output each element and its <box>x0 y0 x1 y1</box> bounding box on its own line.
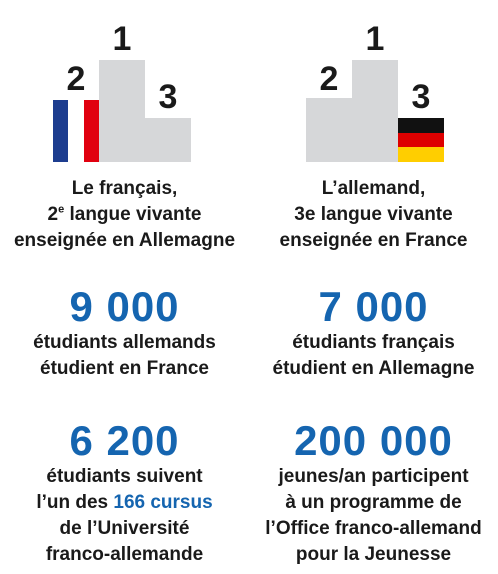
caption-french <box>0 176 249 254</box>
stat-ofaj-youth <box>249 418 498 568</box>
rank-third: 3 <box>158 78 178 116</box>
stat-value: 9 000 <box>69 283 180 330</box>
stat-line: pour la Jeunesse <box>295 544 452 565</box>
caption-line: Le français, <box>71 178 178 199</box>
stat-value: 6 200 <box>69 417 180 464</box>
podium-step-first <box>352 60 398 162</box>
rank-second: 2 <box>319 60 339 98</box>
stat-line: étudiants suivent <box>46 466 203 487</box>
stat-value: 7 000 <box>318 283 429 330</box>
podium-left <box>0 0 249 170</box>
caption-line: L’allemand, <box>321 178 426 199</box>
stat-line: l’Office franco-allemand <box>265 518 482 539</box>
stat-ufa-students <box>0 418 249 568</box>
stat-german-students <box>0 284 249 382</box>
stat-line: de l’Université <box>59 518 190 539</box>
stat-line: à un programme de <box>285 492 462 513</box>
caption-line: 3e langue vivante <box>294 204 453 225</box>
podium-right <box>249 0 498 170</box>
rank-first: 1 <box>112 20 132 58</box>
france-flag-icon <box>53 100 99 162</box>
podium-step-second <box>306 98 352 162</box>
rank-third: 3 <box>411 78 431 116</box>
podium-step-third <box>145 118 191 162</box>
stat-line: étudiants français <box>292 332 455 353</box>
caption-german <box>249 176 498 254</box>
podium-step-first <box>99 60 145 162</box>
stat-line: franco-allemande <box>45 544 204 565</box>
stat-line: étudiants allemands <box>33 332 216 353</box>
stat-line: jeunes/an participent <box>278 466 469 487</box>
highlight-cursus: 166 cursus <box>113 492 213 513</box>
stat-line: l’un des 166 cursus <box>36 492 213 513</box>
caption-line: 2e langue vivante <box>47 203 202 225</box>
rank-first: 1 <box>365 20 385 58</box>
caption-line: enseignée en Allemagne <box>13 230 236 251</box>
stat-french-students <box>249 284 498 382</box>
caption-line: enseignée en France <box>279 230 468 251</box>
stat-value: 200 000 <box>294 417 453 464</box>
rank-second: 2 <box>66 60 86 98</box>
germany-flag-icon <box>398 118 444 162</box>
stat-line: étudient en Allemagne <box>272 358 475 379</box>
stat-line: étudient en France <box>40 358 209 379</box>
